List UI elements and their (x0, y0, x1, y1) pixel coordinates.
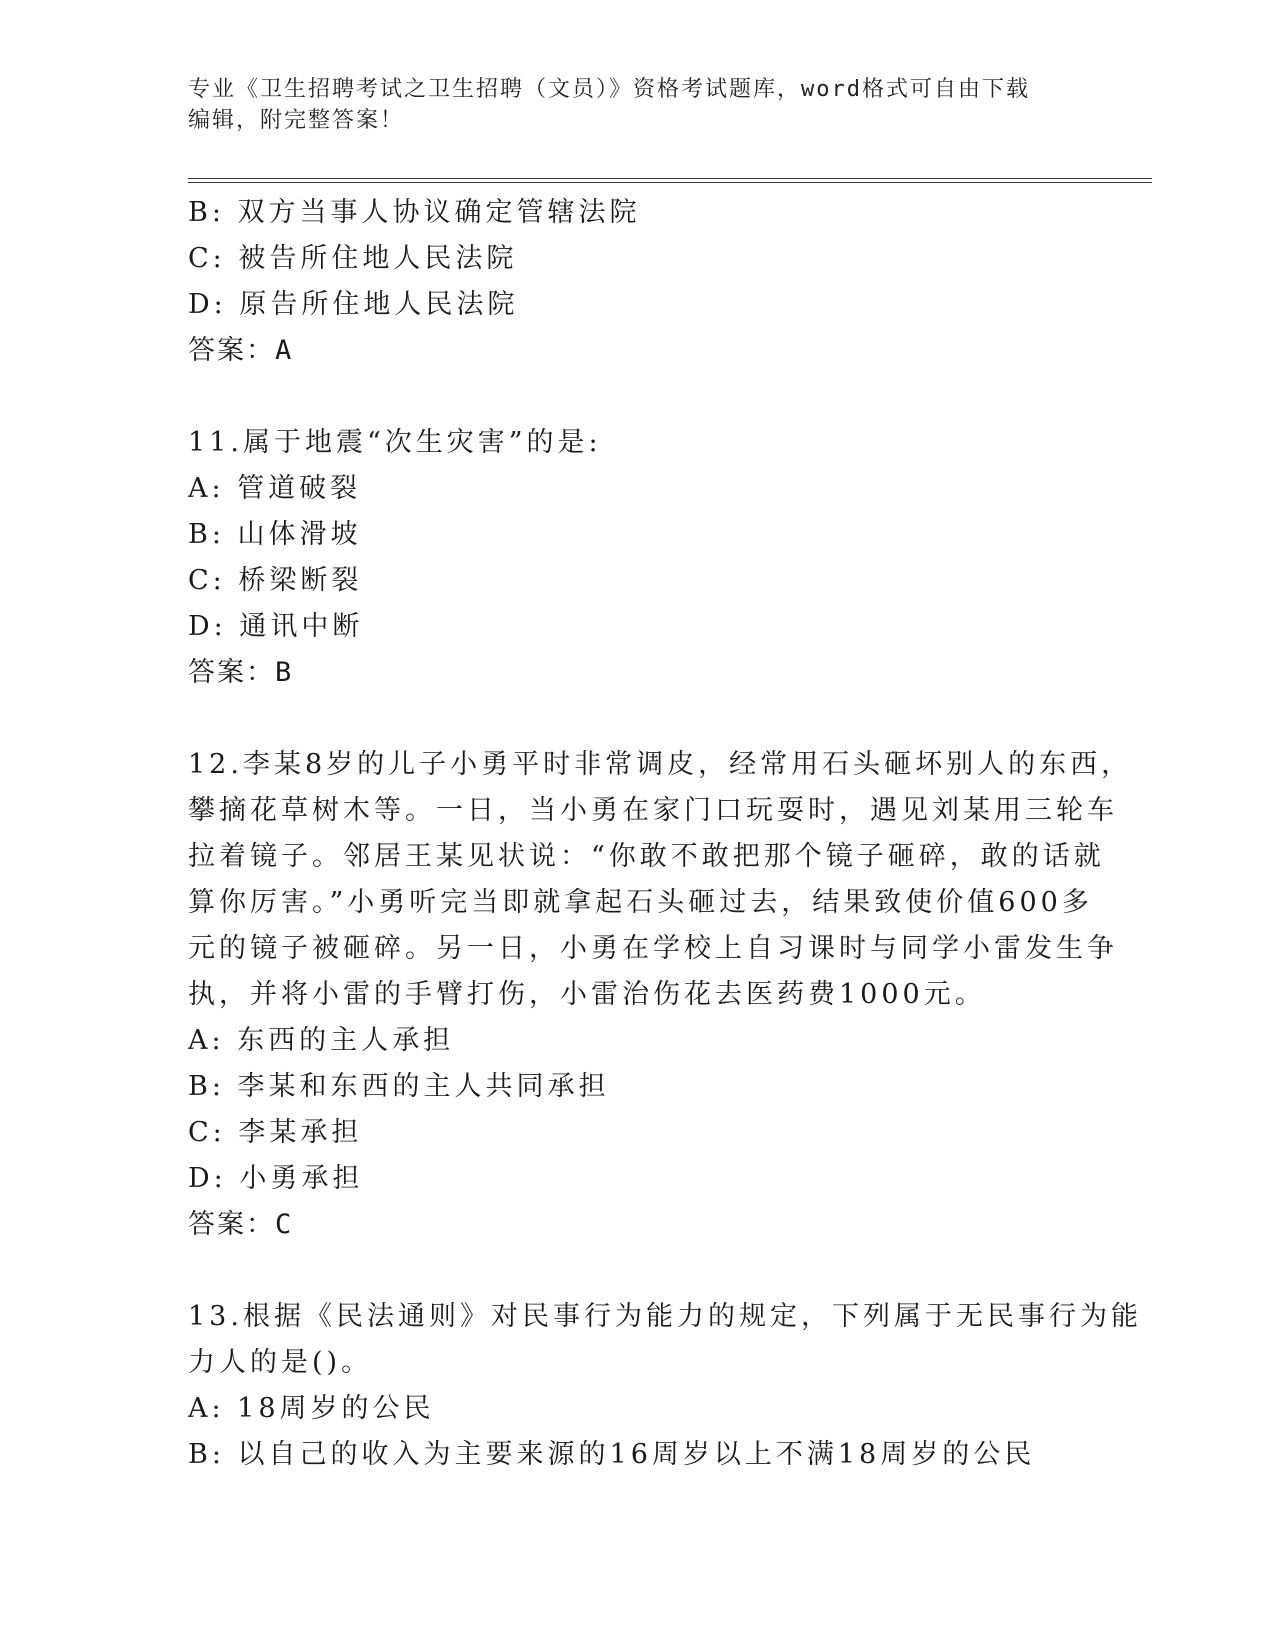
q11-option-d: D: 通讯中断 (188, 611, 364, 642)
header-line-2: 编辑，附完整答案！ (188, 108, 405, 133)
q13-stem-line: 力人的是()。 (188, 1347, 373, 1378)
q11-option-a: A: 管道破裂 (188, 473, 362, 504)
document-header (188, 74, 1088, 136)
spacer (188, 1248, 1088, 1294)
spacer (188, 374, 1088, 420)
q12-answer-label: 答案： (188, 1209, 275, 1240)
q11-answer-label: 答案： (188, 657, 275, 688)
q11-option-c: C: 桥梁断裂 (188, 565, 363, 596)
q12-option-b: B: 李某和东西的主人共同承担 (188, 1071, 610, 1102)
q12-stem (188, 742, 1133, 1018)
q11-answer (188, 650, 1088, 696)
q10-option-c: C: 被告所住地人民法院 (188, 243, 518, 274)
q12-stem-line: 算你厉害。”小勇听完当即就拿起石头砸过去，结果致使价值600多 (188, 887, 1093, 918)
header-rule-bottom (188, 182, 1152, 183)
spacer (188, 696, 1088, 742)
q12-answer (188, 1202, 1088, 1248)
q12-stem-line: 拉着镜子。邻居王某见状说：“你敢不敢把那个镜子砸碎，敢的话就 (188, 841, 1105, 872)
q10-option-d: D: 原告所住地人民法院 (188, 289, 519, 320)
q11-stem: 11.属于地震“次生灾害”的是: (188, 427, 602, 458)
q12-option-a: A: 东西的主人承担 (188, 1025, 455, 1056)
q12-answer-value: C (275, 1209, 294, 1240)
q12-stem-line: 12.李某8岁的儿子小勇平时非常调皮，经常用石头砸坏别人的东西， (188, 749, 1133, 780)
q12-stem-line: 攀摘花草树木等。一日，当小勇在家门口玩耍时，遇见刘某用三轮车 (188, 795, 1118, 826)
q10-answer (188, 328, 1088, 374)
q12-option-d: D: 小勇承担 (188, 1163, 364, 1194)
q13-stem-line: 13.根据《民法通则》对民事行为能力的规定，下列属于无民事行为能 (188, 1301, 1142, 1332)
header-rule-top (188, 178, 1152, 179)
q13-option-a: A: 18周岁的公民 (188, 1393, 435, 1424)
q12-option-c: C: 李某承担 (188, 1117, 363, 1148)
q13-stem (188, 1294, 1142, 1386)
header-line-1: 专业《卫生招聘考试之卫生招聘（文员）》资格考试题库，word格式可自由下载 (188, 77, 1030, 102)
q11-answer-value: B (275, 657, 294, 688)
q13-option-b: B: 以自己的收入为主要来源的16周岁以上不满18周岁的公民 (188, 1439, 1036, 1470)
q12-stem-line: 元的镜子被砸碎。另一日，小勇在学校上自习课时与同学小雷发生争 (188, 933, 1118, 964)
q10-answer-label: 答案： (188, 335, 275, 366)
q10-option-b: B: 双方当事人协议确定管辖法院 (188, 197, 641, 228)
q10-answer-value: A (275, 335, 294, 366)
q12-stem-line: 执，并将小雷的手臂打伤，小雷治伤花去医药费1000元。 (188, 979, 986, 1010)
q11-option-b: B: 山体滑坡 (188, 519, 362, 550)
question-content (188, 190, 1142, 1478)
